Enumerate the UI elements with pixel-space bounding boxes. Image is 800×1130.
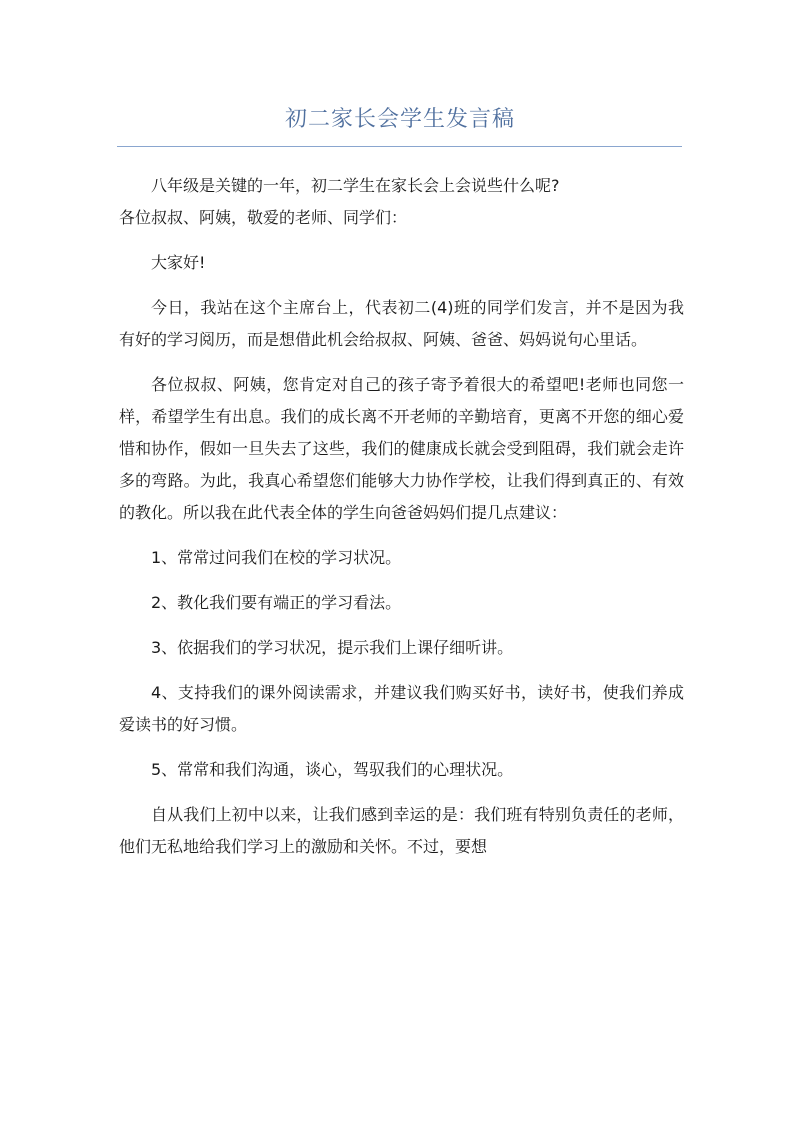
document-body [119, 170, 684, 876]
body-paragraph: 自从我们上初中以来，让我们感到幸运的是：我们班有特别负责任的老师，他们无私地给我们学习上的激励和关怀。不过，要想 [119, 805, 684, 856]
title-divider [117, 146, 682, 147]
suggestion-item: 3、依据我们的学习状况，提示我们上课仔细听讲。 [151, 638, 514, 657]
suggestion-item: 1、常常过问我们在校的学习状况。 [151, 548, 402, 567]
greeting-paragraph: 大家好! [151, 253, 206, 272]
suggestion-item: 5、常常和我们沟通，谈心，驾驭我们的心理状况。 [151, 760, 514, 779]
body-paragraph: 今日，我站在这个主席台上，代表初二(4)班的同学们发言，并不是因为我有好的学习阅历，而是想借此机会给叔叔、阿姨、爸爸、妈妈说句心里话。 [119, 298, 684, 349]
suggestion-item: 4、支持我们的课外阅读需求，并建议我们购买好书，读好书，使我们养成爱读书的好习惯。 [119, 683, 684, 734]
document-title: 初二家长会学生发言稿 [284, 107, 515, 132]
intro-paragraph: 八年级是关键的一年，初二学生在家长会上会说些什么呢? [151, 176, 560, 195]
body-paragraph: 各位叔叔、阿姨，您肯定对自己的孩子寄予着很大的希望吧!老师也同您一样，希望学生有出息。我们的成长离不开老师的辛勤培育，更离不开您的细心爱惜和协作，假如一旦失去了这些，我们的健康成长就会受到阻碍，我们就会走许多的弯路。为此，我真心希望您们能够大力协作学校，让我们得到真正的、有效的教化。所以我在此代表全体的学生向爸爸妈妈们提几点建议： [119, 375, 684, 522]
suggestion-item: 2、教化我们要有端正的学习看法。 [151, 593, 402, 612]
salutation-paragraph: 各位叔叔、阿姨，敬爱的老师、同学们： [119, 208, 408, 227]
